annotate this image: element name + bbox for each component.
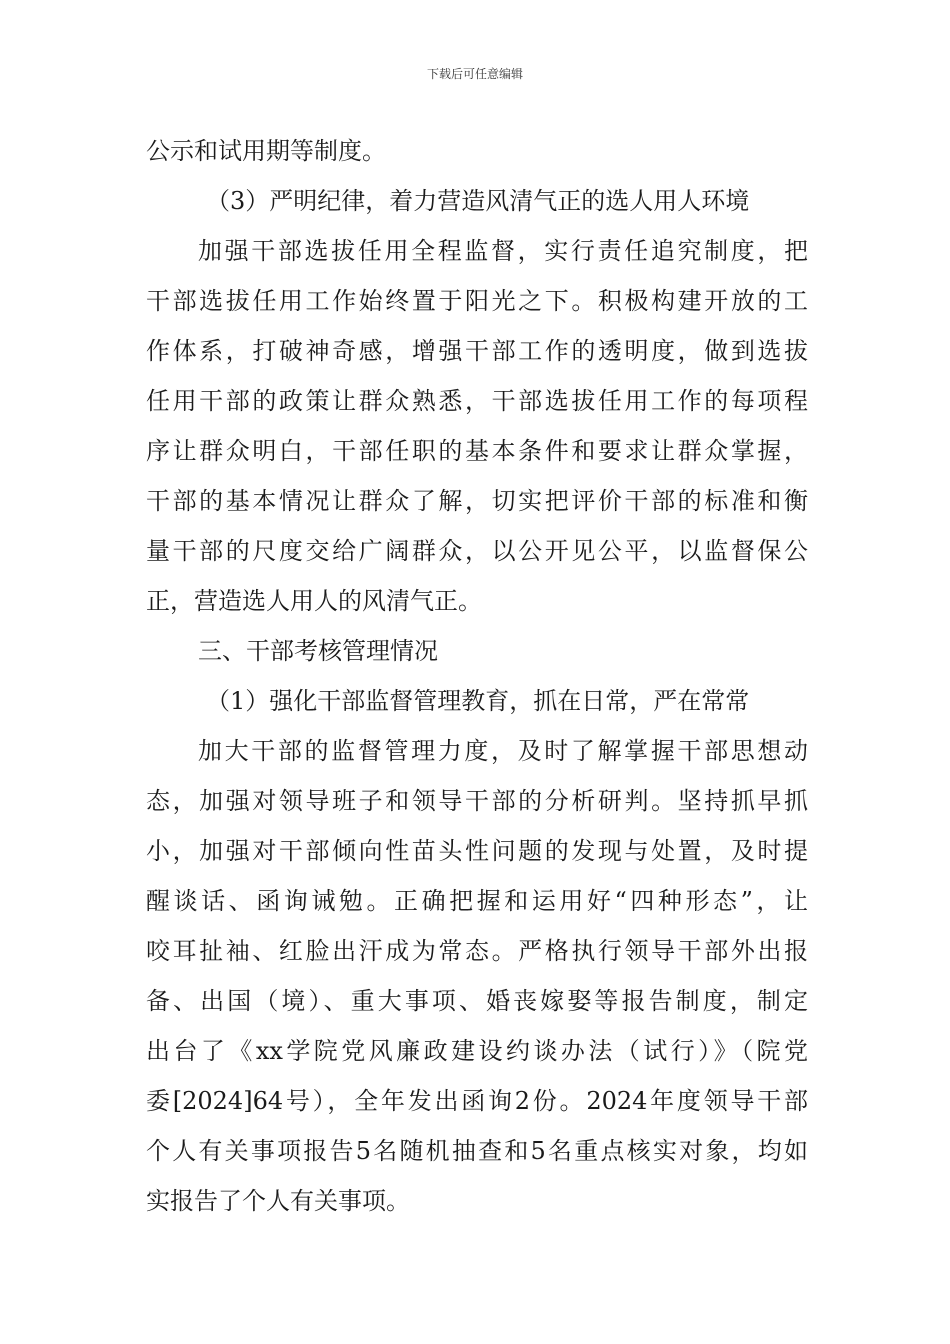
text-line: （1）强化干部监督管理教育，抓在日常，严在常常 xyxy=(206,687,750,715)
text-line: 任用干部的政策让群众熟悉，干部选拔任用工作的每项程 xyxy=(146,387,808,415)
text-line: （3）严明纪律，着力营造风清气正的选人用人环境 xyxy=(206,187,750,215)
text-line: 小，加强对干部倾向性苗头性问题的发现与处置，及时提 xyxy=(146,837,808,865)
text-line: 备、出国（境）、重大事项、婚丧嫁娶等报告制度，制定 xyxy=(146,987,808,1015)
text-line: 量干部的尺度交给广阔群众，以公开见公平，以监督保公 xyxy=(146,537,808,565)
text-line: 正，营造选人用人的风清气正。 xyxy=(146,587,482,615)
text-line: 态，加强对领导班子和领导干部的分析研判。坚持抓早抓 xyxy=(146,787,808,815)
text-line: 醒谈话、函询诫勉。正确把握和运用好“四种形态”，让 xyxy=(146,887,808,915)
document-body xyxy=(146,126,808,1226)
page-header: 下载后可任意编辑 xyxy=(426,67,523,81)
text-line: 咬耳扯袖、红脸出汗成为常态。严格执行领导干部外出报 xyxy=(146,937,808,965)
text-line: 干部选拔任用工作始终置于阳光之下。积极构建开放的工 xyxy=(146,287,808,315)
text-line: 个人有关事项报告5名随机抽查和5名重点核实对象，均如 xyxy=(146,1137,808,1165)
text-line: 出台了《xx学院党风廉政建设约谈办法（试行）》（院党 xyxy=(146,1037,808,1065)
text-line: 三、干部考核管理情况 xyxy=(198,637,438,665)
text-line: 作体系，打破神奇感，增强干部工作的透明度，做到选拔 xyxy=(146,337,808,365)
text-line: 序让群众明白，干部任职的基本条件和要求让群众掌握， xyxy=(146,437,808,465)
text-line: 干部的基本情况让群众了解，切实把评价干部的标准和衡 xyxy=(146,487,808,515)
text-line: 加大干部的监督管理力度，及时了解掌握干部思想动 xyxy=(198,737,808,765)
text-line: 实报告了个人有关事项。 xyxy=(146,1187,410,1215)
text-line: 委[2024]64号），全年发出函询2份。2024年度领导干部 xyxy=(146,1087,808,1115)
text-line: 加强干部选拔任用全程监督，实行责任追究制度，把 xyxy=(198,237,808,265)
text-line: 公示和试用期等制度。 xyxy=(146,137,386,165)
